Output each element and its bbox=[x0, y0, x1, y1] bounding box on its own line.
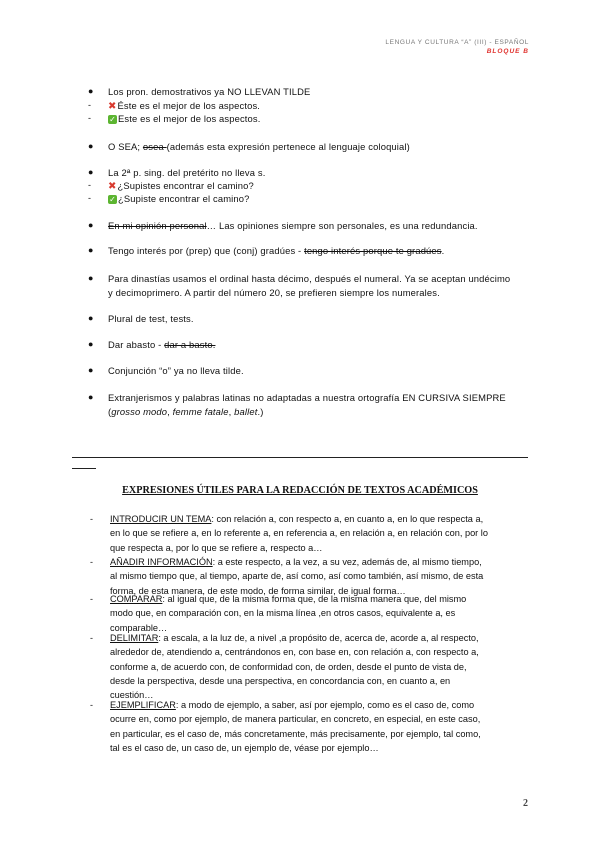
bullet: ● bbox=[88, 245, 94, 255]
expression-item: COMPARAR: al igual que, de la misma forma que, de la misma manera que, del mismo modo que, en comparación con, en la misma línea ,en otros casos, equivalente a, es comparable… bbox=[110, 594, 467, 633]
note-dinastias: Para dinastías usamos el ordinal hasta décimo, después el numeral. Ya se aceptan undécimo y decimoprimero. A partir del número 20, se prefieren siempre los numerales. bbox=[108, 273, 511, 298]
note-opinion: En mi opinión personal… Las opiniones siempre son personales, es una redundancia. bbox=[108, 220, 478, 231]
note-interes: Tengo interés por (prep) que (conj) gradúes - tengo interés porque te gradúes. bbox=[108, 245, 445, 256]
expression-item: DELIMITAR: a escala, a la luz de, a nivel ,a propósito de, acerca de, acorde a, al respecto, alrededor de, atendiendo a, centrándonos en, con base en, con relación a, con respecto a, conforme a, de acuerdo con, de conformidad con, de orden, desde el punto de vista de, desde la perspectiva, desde una perspectiva, en concordancia con, en cuanto a, en cuestión… bbox=[110, 633, 479, 701]
check-mark-icon: ✓ bbox=[109, 195, 116, 204]
example-right: ✓ ¿Supiste encontrar el camino? bbox=[109, 193, 250, 204]
bullet: ● bbox=[88, 141, 94, 151]
note-demostrativos: Los pron. demostrativos ya NO LLEVAN TILDE bbox=[108, 86, 311, 97]
bullet: ● bbox=[88, 86, 94, 96]
block-label: BLOQUE B bbox=[486, 48, 529, 55]
cross-mark-icon: ✖ bbox=[108, 181, 117, 192]
bullet: ● bbox=[88, 392, 94, 402]
dash: - bbox=[88, 193, 91, 203]
dash: - bbox=[90, 594, 93, 604]
bullet: ● bbox=[88, 273, 94, 283]
dash: - bbox=[90, 514, 93, 524]
course-header: LENGUA Y CULTURA “A” (III) - ESPAÑOL bbox=[385, 39, 529, 46]
page-number: 2 bbox=[523, 798, 528, 809]
divider bbox=[72, 457, 528, 458]
note-extranjerismos: Extranjerismos y palabras latinas no adaptadas a nuestra ortografía EN CURSIVA SIEMPRE (grosso modo, femme fatale, ballet.) bbox=[108, 392, 506, 417]
note-preterito: La 2ª p. sing. del pretérito no lleva s. bbox=[108, 167, 266, 178]
example-wrong: ✖Éste es el mejor de los aspectos. bbox=[108, 100, 261, 112]
note-osea: O SEA; osea (además esta expresión pertenece al lenguaje coloquial) bbox=[108, 141, 410, 152]
note-plural: Plural de test, tests. bbox=[108, 313, 194, 324]
expression-item: EJEMPLIFICAR: a modo de ejemplo, a saber, así por ejemplo, como es el caso de, como ocurre en, como por ejemplo, de manera particular, en concreto, en especial, en este caso, en particular, es el caso de, más concretamente, más precisamente, por ejemplo, tal como, tal es el caso de, un caso de, un ejemplo de, véase por ejemplo… bbox=[110, 700, 481, 753]
check-mark-icon: ✓ bbox=[109, 115, 116, 124]
bullet: ● bbox=[88, 220, 94, 230]
cross-mark-icon: ✖ bbox=[108, 101, 117, 112]
example-wrong: ✖¿Supistes encontrar el camino? bbox=[108, 180, 254, 192]
dash: - bbox=[88, 180, 91, 190]
expression-item: INTRODUCIR UN TEMA: con relación a, con respecto a, en cuanto a, en lo que respecta a, en lo que se refiere a, en lo referente a, en referencia a, en relación a, en relación con, por lo que respecta a, por lo que se refiere a, respecto a… bbox=[110, 514, 488, 553]
section-title: EXPRESIONES ÚTILES PARA LA REDACCIÓN DE TEXTOS ACADÉMICOS bbox=[122, 485, 478, 496]
note-abasto: Dar abasto - dar a basto. bbox=[108, 339, 216, 350]
dash: - bbox=[90, 633, 93, 643]
example-right: ✓ Este es el mejor de los aspectos. bbox=[109, 113, 261, 124]
bullet: ● bbox=[88, 167, 94, 177]
expression-item: AÑADIR INFORMACIÓN: a este respecto, a la vez, a su vez, además de, al mismo tiempo, al mismo tiempo que, al tiempo, aparte de, así como, así como también, así mismo, de esta forma, de esta manera, de este modo, de forma similar, de igual forma… bbox=[110, 557, 484, 596]
bullet: ● bbox=[88, 339, 94, 349]
bullet: ● bbox=[88, 365, 94, 375]
divider-short bbox=[72, 468, 96, 469]
dash: - bbox=[88, 100, 91, 110]
dash: - bbox=[90, 557, 93, 567]
bullet: ● bbox=[88, 313, 94, 323]
dash: - bbox=[90, 700, 93, 710]
note-conjuncion: Conjunción “o” ya no lleva tilde. bbox=[108, 365, 244, 376]
dash: - bbox=[88, 113, 91, 123]
